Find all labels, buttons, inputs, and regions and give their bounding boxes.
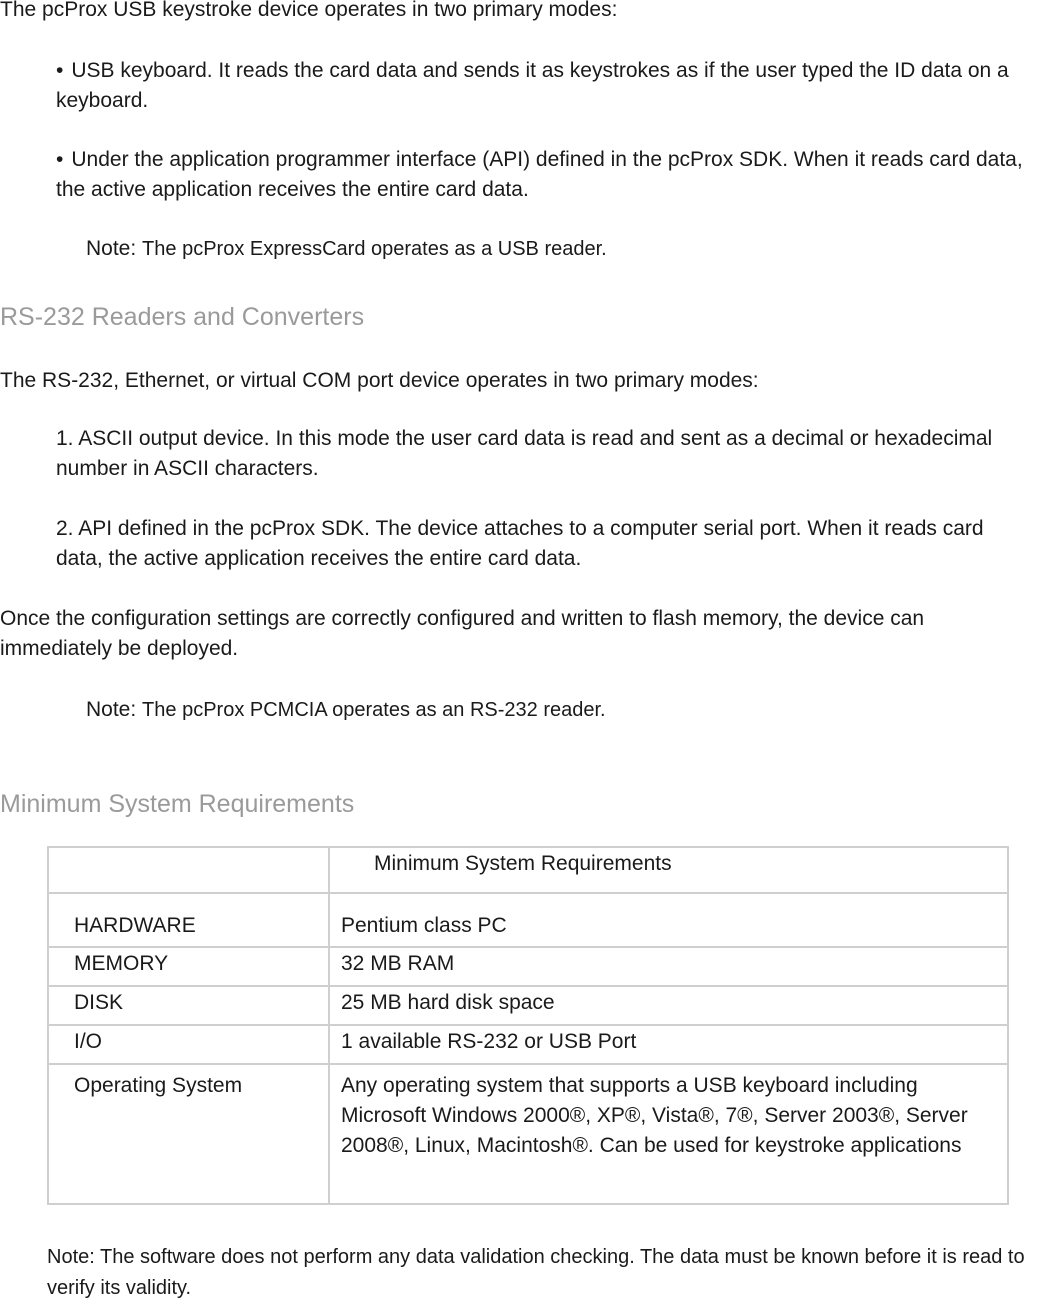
table-row-value: Any operating system that supports a USB keyboard including Microsoft Windows 2000®, XP®, Vista®, 7®, Server 2003®, Server 2008®, Linux, Macintosh®. Can be used for keystroke applications: [329, 1064, 1008, 1204]
requirements-table: [47, 846, 1009, 1205]
rs232-item-api: 2. API defined in the pcProx SDK. The device attaches to a computer serial port. When it reads card data, the active application receives the entire card data.: [56, 517, 984, 570]
usb-bullet-api: • Under the application programmer interface (API) defined in the pcProx SDK. When it reads card data, the active application receives the entire card data.: [56, 148, 1023, 201]
rs232-intro: The RS-232, Ethernet, or virtual COM port device operates in two primary modes:: [0, 369, 759, 392]
usb-bullet-keyboard: • USB keyboard. It reads the card data and sends it as keystrokes as if the user typed the ID data on a keyboard.: [56, 59, 1009, 112]
table-row: [48, 893, 1008, 947]
table-header-cell: Minimum System Requirements: [329, 847, 1008, 893]
table-row-label: HARDWARE: [48, 893, 329, 947]
table-header-row: [48, 847, 1008, 893]
note-label: Note:: [47, 1246, 95, 1268]
table-row: [48, 1025, 1008, 1064]
table-row: [48, 986, 1008, 1025]
note-text: The software does not perform any data validation checking. The data must be known before it is read to verify its validity.: [47, 1246, 1025, 1299]
table-row-label: I/O: [48, 1025, 329, 1064]
note-text: The pcProx ExpressCard operates as a USB reader.: [142, 238, 607, 260]
table-row-value: Pentium class PC: [329, 893, 1008, 947]
table-row-label: MEMORY: [48, 947, 329, 986]
table-row: [48, 947, 1008, 986]
table-row-value: 25 MB hard disk space: [329, 986, 1008, 1025]
usb-intro: The pcProx USB keystroke device operates in two primary modes:: [0, 0, 618, 21]
note-label: Note:: [86, 698, 137, 721]
note-label: Note:: [86, 237, 137, 260]
requirements-heading: Minimum System Requirements: [0, 790, 355, 818]
validation-note: [47, 1242, 1037, 1304]
table-row: [48, 1064, 1008, 1204]
table-header-empty-cell: [48, 847, 329, 893]
table-row-label: Operating System: [48, 1064, 329, 1204]
rs232-note: [86, 695, 606, 725]
rs232-heading: RS-232 Readers and Converters: [0, 303, 365, 331]
table-row-value: 1 available RS-232 or USB Port: [329, 1025, 1008, 1064]
rs232-config-paragraph: Once the configuration settings are correctly configured and written to flash memory, the device can immediately be deployed.: [0, 607, 925, 660]
usb-note: [86, 234, 607, 264]
rs232-item-ascii: 1. ASCII output device. In this mode the user card data is read and sent as a decimal or hexadecimal number in ASCII characters.: [56, 427, 993, 480]
note-text: The pcProx PCMCIA operates as an RS-232 reader.: [142, 699, 606, 721]
table-row-value: 32 MB RAM: [329, 947, 1008, 986]
table-row-label: DISK: [48, 986, 329, 1025]
